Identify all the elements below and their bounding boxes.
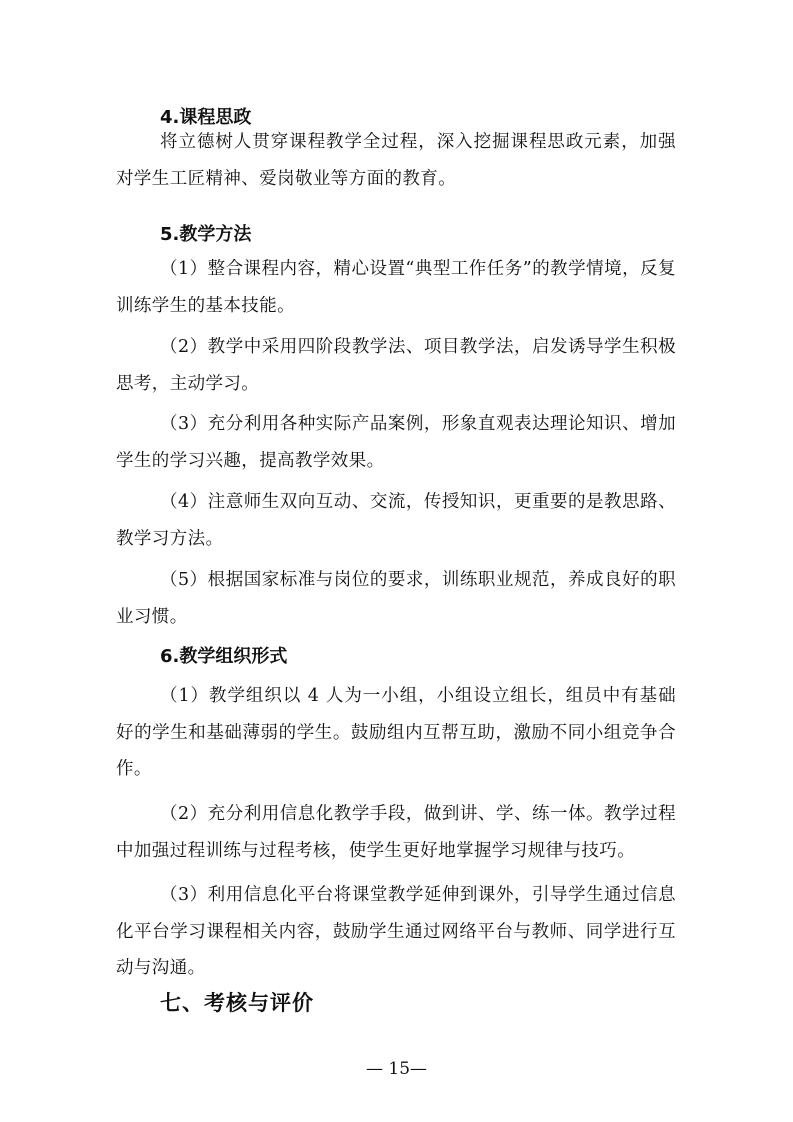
paragraph-organization-1: （1）教学组织以 4 人为一小组，小组设立组长，组员中有基础好的学生和基础薄弱的学生。鼓励组内互帮互助，激励不同小组竞争合作。 [116,686,676,779]
paragraph-method-1: （1）整合课程内容，精心设置“典型工作任务”的教学情境，反复训练学生的基本技能。 [116,259,676,316]
heading-teaching-organization: 6.教学组织形式 [160,646,288,667]
page-number: — 15— [365,1059,428,1079]
paragraph-method-2: （2）教学中采用四阶段教学法、项目教学法，启发诱导学生积极思考，主动学习。 [116,337,676,394]
heading-teaching-methods: 5.教学方法 [160,224,252,245]
paragraph-method-4: （4）注意师生双向互动、交流，传授知识，更重要的是教思路、教学习方法。 [116,492,676,549]
paragraph-organization-2: （2）充分利用信息化教学手段，做到讲、学、练一体。教学过程中加强过程训练与过程考核，使学生更好地掌握学习规律与技巧。 [116,804,676,861]
section-title-assessment: 七、考核与评价 [160,991,314,1015]
paragraph-course-ideology: 将立德树人贯穿课程教学全过程，深入挖掘课程思政元素，加强对学生工匠精神、爱岗敬业等方面的教育。 [116,132,676,189]
paragraph-method-5: （5）根据国家标准与岗位的要求，训练职业规范，养成良好的职业习惯。 [116,570,676,627]
paragraph-organization-3: （3）利用信息化平台将课堂教学延伸到课外，引导学生通过信息化平台学习课程相关内容，鼓励学生通过网络平台与教师、同学进行互动与沟通。 [116,885,676,978]
paragraph-method-3: （3）充分利用各种实际产品案例，形象直观表达理论知识、增加学生的学习兴趣，提高教学效果。 [116,414,676,471]
heading-course-ideology: 4.课程思政 [160,107,252,128]
